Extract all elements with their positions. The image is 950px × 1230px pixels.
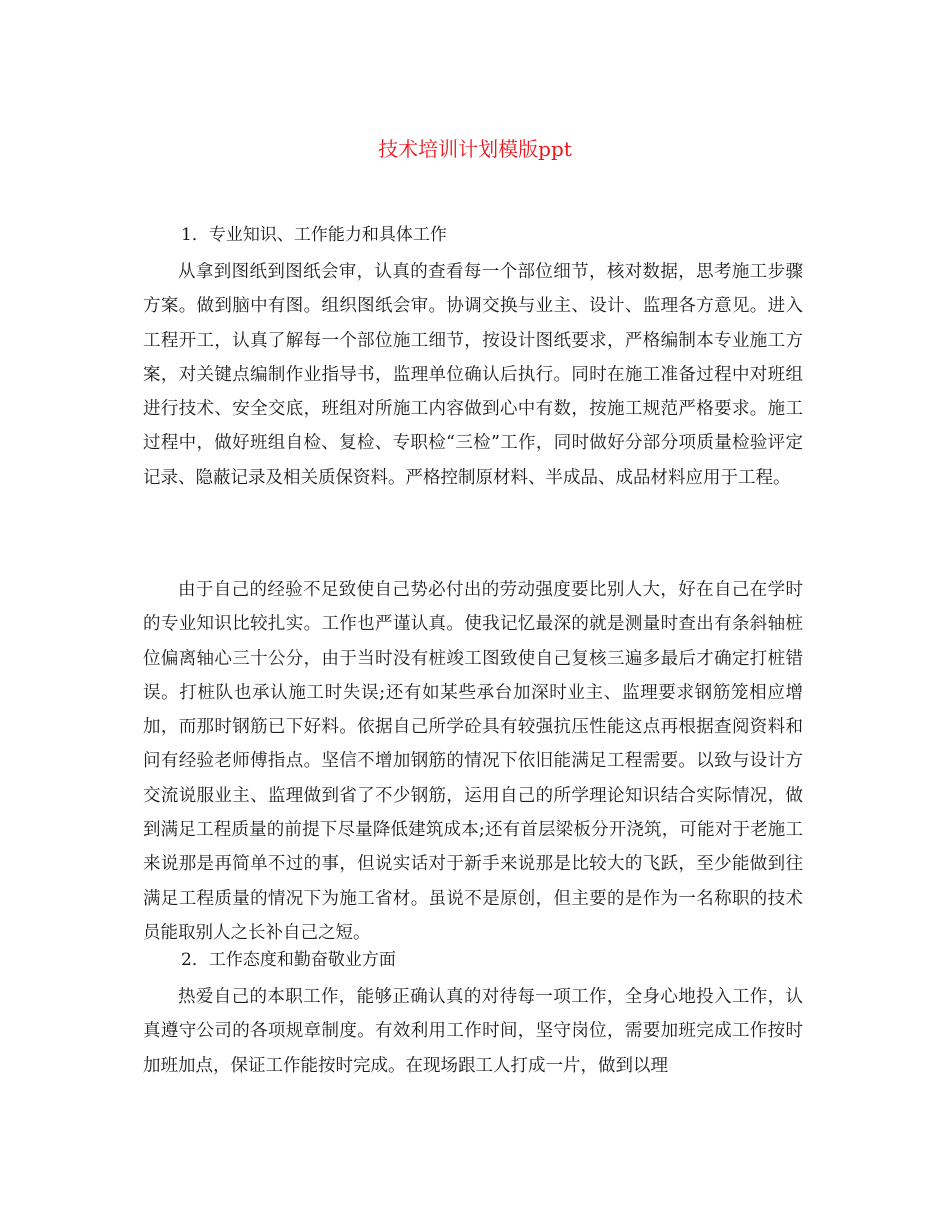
paragraph-3: 热爱自己的本职工作，能够正确认真的对待每一项工作，全身心地投入工作，认真遵守公司的各项规章制度。有效利用工作时间，坚守岗位，需要加班完成工作按时加班加点，保证工作能按时完成。在现场跟工人打成一片，做到以理	[143, 987, 803, 1076]
document-title: 技术培训计划模版ppt	[378, 137, 572, 161]
section-heading-1: 1．专业知识、工作能力和具体工作	[181, 225, 447, 245]
paragraph-2: 由于自己的经验不足致使自己势必付出的劳动强度要比别人大，好在自己在学时的专业知识比较扎实。工作也严谨认真。使我记忆最深的就是测量时查出有条斜轴桩位偏离轴心三十公分，由于当时没有桩竣工图致使自己复核三遍多最后才确定打桩错误。打桩队也承认施工时失误;还有如某些承台加深时业主、监理要求钢筋笼相应增加，而那时钢筋已下好料。依据自己所学砼具有较强抗压性能这点再根据查阅资料和问有经验老师傅指点。坚信不增加钢筋的情况下依旧能满足工程需要。以致与设计方交流说服业主、监理做到省了不少钢筋，运用自己的所学理论知识结合实际情况，做到满足工程质量的前提下尽量降低建筑成本;还有首层梁板分开浇筑，可能对于老施工来说那是再简单不过的事，但说实话对于新手来说那是比较大的飞跃，至少能做到往满足工程质量的情况下为施工省材。虽说不是原创，但主要的是作为一名称职的技术员能取别人之长补自己之短。	[143, 580, 803, 943]
section-heading-2: 2．工作态度和勤奋敬业方面	[181, 950, 396, 970]
paragraph-1: 从拿到图纸到图纸会审，认真的查看每一个部位细节，核对数据，思考施工步骤方案。做到脑中有图。组织图纸会审。协调交换与业主、设计、监理各方意见。进入工程开工，认真了解每一个部位施工细节，按设计图纸要求，严格编制本专业施工方案，对关键点编制作业指导书，监理单位确认后执行。同时在施工准备过程中对班组进行技术、安全交底，班组对所施工内容做到心中有数，按施工规范严格要求。施工过程中，做好班组自检、复检、专职检“三检”工作，同时做好分部分项质量检验评定记录、隐蔽记录及相关质保资料。严格控制原材料、半成品、成品材料应用于工程。	[143, 262, 803, 488]
